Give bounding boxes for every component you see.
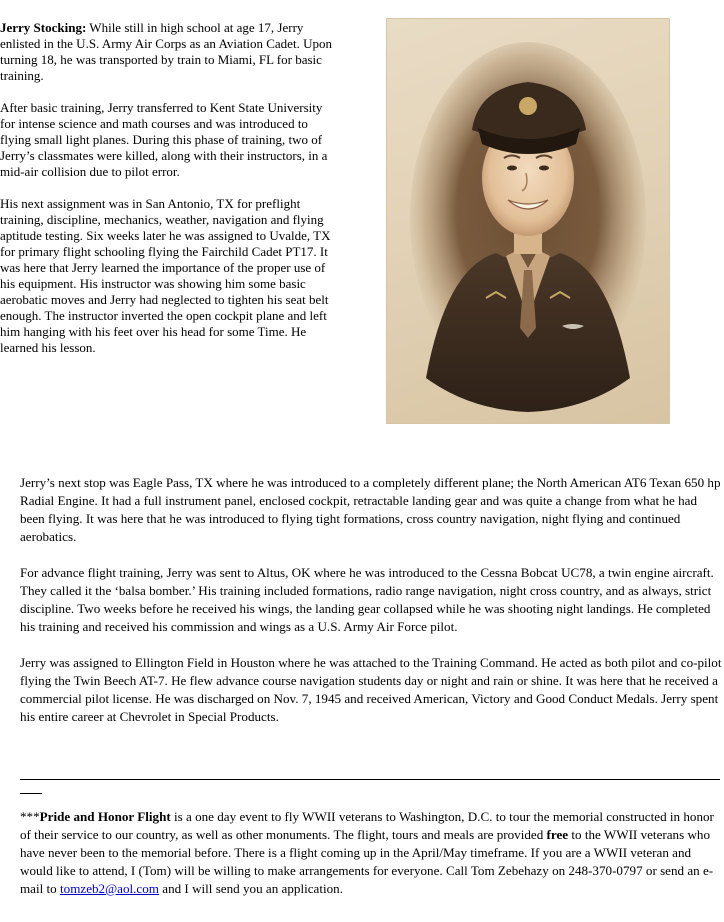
- honor-flight-notice: [20, 808, 724, 898]
- notice-text-b: to the WWII veterans who have never been to the memorial before. There is a flight coming up in the April/May timeframe. If you are a WWII veteran and would like to attend, I (Tom) will be willing to make arrangements for everyone. Call Tom Zebehazy on 248-370-0797 or send an e-mail to: [20, 827, 714, 896]
- cap-badge-eagle-icon: [519, 97, 537, 115]
- paragraph-ellington: Jerry was assigned to Ellington Field in Houston where he was attached to the Training Command. He acted as both pilot and co-pilot flying the Twin Beech AT-7. He flew advance course navigation students day or night and rain or shine. It was here that he received a commercial pilot license. He was discharged on Nov. 7, 1945 and received American, Victory and Good Conduct Medals. Jerry spent his entire career at Chevrolet in Special Products.: [20, 655, 722, 724]
- paragraph-eagle-pass: Jerry’s next stop was Eagle Pass, TX where he was introduced to a completely different plane; the North American AT6 Texan 650 hp Radial Engine. It had a full instrument panel, enclosed cockpit, retractable landing gear and was quite a change from what he had been flying. It was here that he was introduced to flying tight formations, cross country navigation, night flying and continued aerobatics.: [20, 475, 721, 544]
- free-emphasis: free: [546, 827, 569, 842]
- portrait-illustration: [386, 18, 670, 424]
- paragraph-enlistment: [0, 20, 340, 84]
- enlistment-text: While still in high school at age 17, Jerry enlisted in the U.S. Army Air Corps as an Aviation Cadet. Upon turning 18, he was transported by train to Miami, FL for basic training.: [0, 20, 332, 83]
- right-eye: [539, 166, 549, 171]
- subject-name: Jerry Stocking:: [0, 20, 87, 35]
- honor-flight-paragraph: [20, 808, 724, 898]
- paragraph-kent-state: After basic training, Jerry transferred to Kent State University for intense science and math courses and was introduced to flying small light planes. During this phase of training, two of Jerry’s classmates were killed, along with their instructors, in a mid-air collision due to pilot error.: [0, 100, 328, 179]
- left-eye: [507, 166, 517, 171]
- paragraph-altus: For advance flight training, Jerry was sent to Altus, OK where he was introduced to the Cessna Bobcat UC78, a twin engine aircraft. They called it the ‘balsa bomber.’ His training included formations, radio range navigation, night cross country, and as always, strict discipline. Two weeks before he received his wings, the landing gear collapsed while he was shooting night landings. He completed his training and received his commission and wings as a U.S. Army Air Force pilot.: [20, 565, 714, 634]
- full-width-text: [20, 474, 724, 744]
- section-divider: [20, 779, 720, 780]
- notice-text-a: is a one day event to fly WWII veterans to Washington, D.C. to tour the memorial constructed in honor of their service to our country, as well as other monuments. The flight, tours and meals are provided: [20, 809, 714, 842]
- short-divider: [20, 793, 42, 794]
- left-text-column: [0, 20, 340, 372]
- notice-text-c: and I will send you an application.: [158, 881, 343, 896]
- honor-flight-title: Pride and Honor Flight: [39, 809, 171, 824]
- portrait-photo: [386, 18, 670, 424]
- email-link[interactable]: tomzeb2@aol.com: [60, 881, 159, 896]
- notice-stars: ***: [20, 809, 40, 824]
- paragraph-san-antonio: His next assignment was in San Antonio, TX for preflight training, discipline, mechanics, weather, navigation and flying aptitude testing. Six weeks later he was assigned to Uvalde, TX for primary flight schooling flying the Fairchild Cadet PT17. It was here that Jerry learned the importance of the proper use of his equipment. His instructor was showing him some basic aerobatic moves and Jerry had neglected to tighten his seat belt enough. The instructor inverted the open cockpit plane and left him hanging with his feet over his head for some Time. He learned his lesson.: [0, 196, 331, 355]
